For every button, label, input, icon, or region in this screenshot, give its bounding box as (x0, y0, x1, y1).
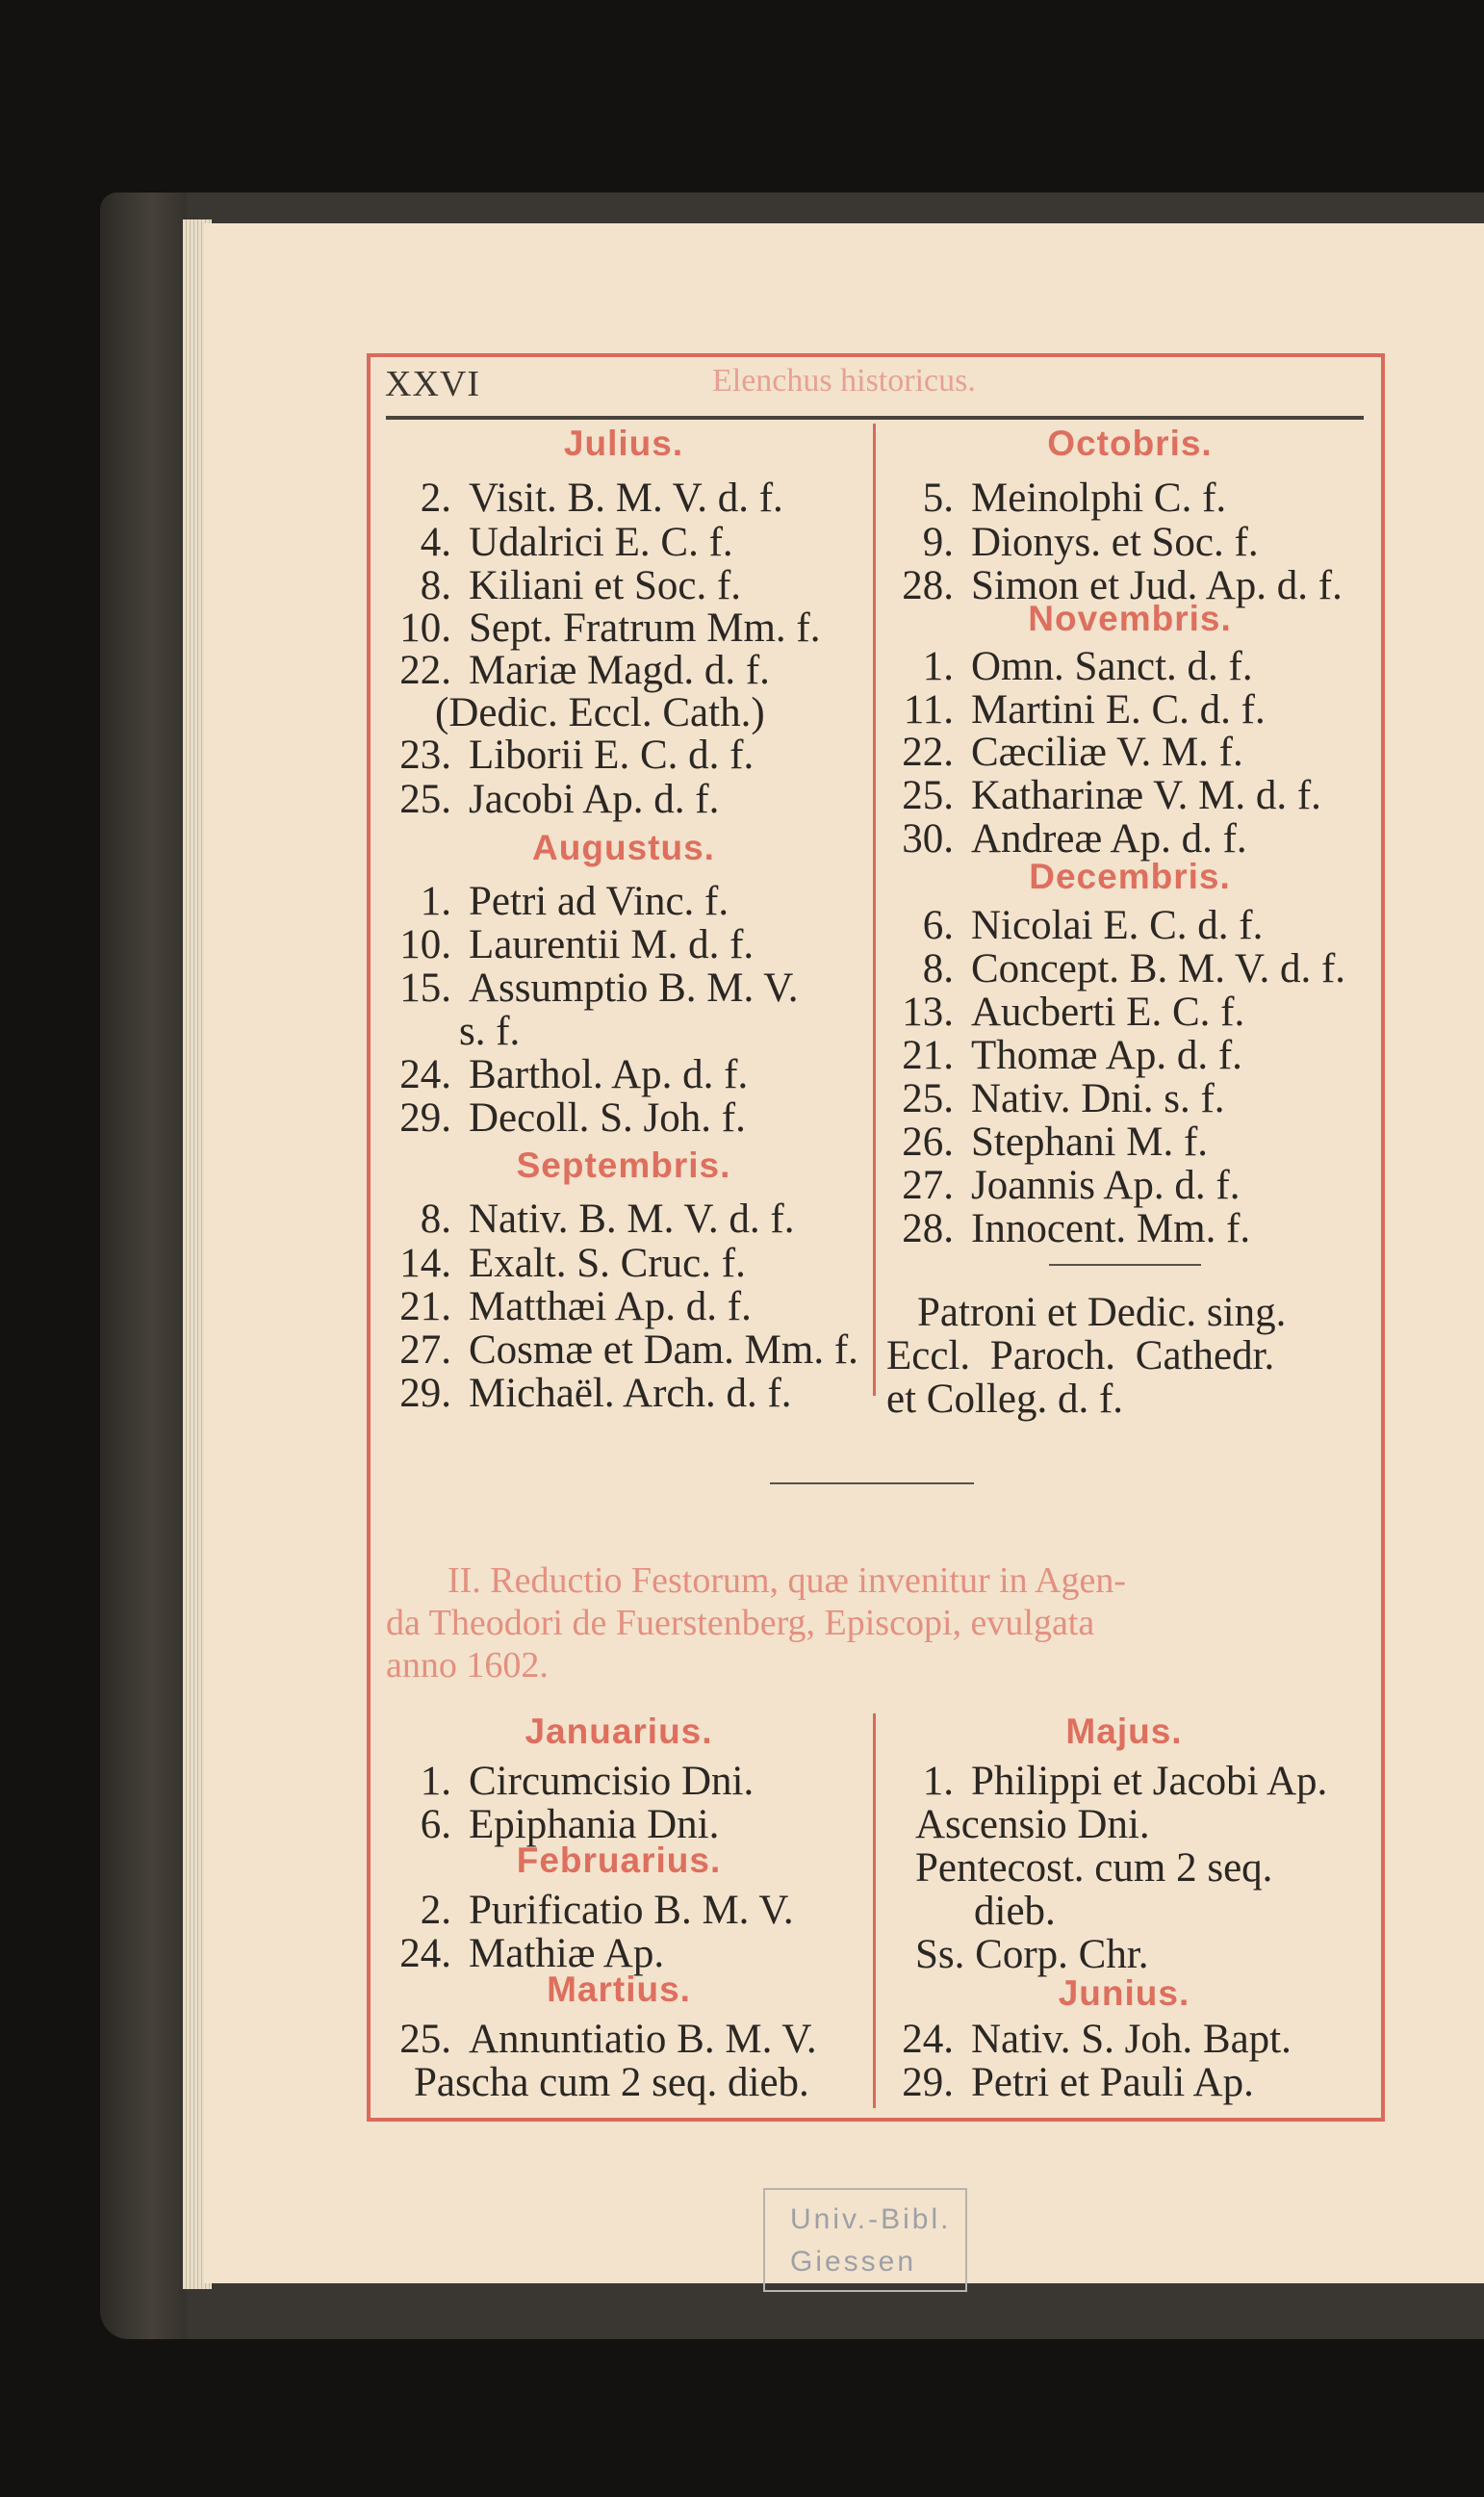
calendar-entry (380, 734, 754, 776)
entry-day-number: 1. (420, 879, 451, 924)
calendar-entry (435, 692, 765, 734)
calendar-entry (883, 1208, 1250, 1249)
entry-text: Nativ. S. Joh. Bapt. (971, 2017, 1292, 2062)
entry-text: Petri et Pauli Ap. (971, 2060, 1254, 2105)
entry-text: Nativ. Dni. s. f. (971, 1076, 1225, 1121)
calendar-entry (380, 1243, 746, 1284)
calendar-entry (380, 565, 741, 606)
entry-text: Udalrici E. C. f. (469, 520, 733, 565)
calendar-entry (380, 650, 770, 691)
entry-day-number: 6. (922, 903, 954, 948)
calendar-entry (380, 779, 719, 820)
entry-text: Ss. Corp. Chr. (915, 1932, 1149, 1977)
entry-day-number: 24. (399, 1052, 451, 1097)
entry-text: Assumptio B. M. V. (469, 965, 799, 1011)
entry-text: Petri ad Vinc. f. (469, 879, 729, 924)
calendar-entry (883, 732, 1243, 773)
entry-day-number: 24. (399, 1931, 451, 1976)
entry-text: s. f. (459, 1009, 521, 1054)
entry-text: Circumcisio Dni. (469, 1759, 755, 1804)
calendar-entry (380, 1054, 748, 1095)
month-heading: Julius. (563, 424, 684, 463)
calendar-entry (883, 1121, 1208, 1163)
book-spine-edge (100, 193, 187, 2339)
entry-day-number: 4. (420, 520, 451, 565)
section-two-line-2: da Theodori de Fuerstenberg, Episcopi, evulgata (386, 1603, 1095, 1643)
calendar-entry (883, 646, 1253, 687)
calendar-entry (915, 1804, 1150, 1845)
entry-day-number: 1. (922, 1759, 954, 1804)
entry-day-number: 6. (420, 1802, 451, 1847)
month-heading: Novembris. (1028, 599, 1232, 638)
calendar-entry (380, 1373, 792, 1414)
calendar-entry (915, 1847, 1272, 1889)
calendar-entry (883, 818, 1247, 860)
month-heading: Martius. (547, 1969, 691, 2009)
entry-day-number: 25. (902, 1076, 954, 1121)
calendar-entry (414, 2062, 809, 2103)
stamp-line-1: Univ.-Bibl. (790, 2203, 952, 2235)
entry-text: Joannis Ap. d. f. (971, 1163, 1241, 1208)
calendar-entry (883, 1035, 1242, 1076)
entry-text: Omn. Sanct. d. f. (971, 644, 1253, 689)
entry-text: dieb. (974, 1889, 1056, 1934)
month-heading: Junius. (1058, 1973, 1190, 2013)
entry-text: Exalt. S. Cruc. f. (469, 1241, 746, 1286)
entry-day-number: 21. (902, 1033, 954, 1078)
calendar-entry (883, 775, 1321, 816)
column-divider-top (873, 424, 876, 1396)
entry-day-number: 13. (902, 990, 954, 1035)
entry-text: Andreæ Ap. d. f. (971, 816, 1247, 862)
entry-text: (Dedic. Eccl. Cath.) (435, 690, 765, 735)
calendar-entry (883, 1078, 1225, 1120)
entry-text: Cæciliæ V. M. f. (971, 730, 1243, 775)
entry-day-number: 10. (399, 605, 451, 651)
entry-day-number: 8. (922, 946, 954, 991)
entry-text: Aucberti E. C. f. (971, 990, 1245, 1035)
running-title: Elenchus historicus. (712, 363, 976, 399)
calendar-entry (380, 924, 754, 965)
entry-text: Sept. Fratrum Mm. f. (469, 605, 821, 651)
calendar-entry (883, 2062, 1254, 2103)
calendar-entry (883, 689, 1266, 731)
entry-day-number: 25. (399, 777, 451, 822)
entry-day-number: 2. (420, 1888, 451, 1933)
entry-day-number: 22. (399, 648, 451, 693)
entry-day-number: 2. (420, 476, 451, 521)
entry-text: Dionys. et Soc. f. (971, 520, 1259, 565)
entry-text: Mariæ Magd. d. f. (469, 648, 770, 693)
calendar-entry (883, 905, 1263, 946)
month-heading: Decembris. (1029, 857, 1231, 896)
entry-day-number: 27. (902, 1163, 954, 1208)
entry-day-number: 5. (922, 476, 954, 521)
entry-day-number: 29. (399, 1371, 451, 1416)
calendar-entry (380, 1329, 858, 1371)
library-stamp (763, 2188, 967, 2292)
entry-text: Cosmæ et Dam. Mm. f. (469, 1327, 858, 1373)
entry-day-number: 27. (399, 1327, 451, 1373)
entry-text: Decoll. S. Joh. f. (469, 1095, 746, 1141)
entry-day-number: 30. (902, 816, 954, 862)
calendar-entry (883, 1761, 1327, 1802)
entry-text: Innocent. Mm. f. (971, 1206, 1251, 1251)
entry-text: Laurentii M. d. f. (469, 922, 755, 967)
section-rule (770, 1482, 974, 1484)
section-two-line-1: II. Reductio Festorum, quæ invenitur in Agen- (448, 1560, 1127, 1601)
entry-day-number: 8. (420, 1197, 451, 1242)
entry-text: Epiphania Dni. (469, 1802, 720, 1847)
calendar-entry (380, 1286, 752, 1327)
calendar-entry (883, 477, 1226, 519)
patroni-line-3: et Colleg. d. f. (886, 1377, 1124, 1422)
section-two-line-3: anno 1602. (386, 1645, 549, 1686)
entry-text: Barthol. Ap. d. f. (469, 1052, 749, 1097)
calendar-entry (883, 1165, 1241, 1206)
entry-day-number: 15. (399, 965, 451, 1011)
entry-day-number: 8. (420, 563, 451, 608)
entry-text: Kiliani et Soc. f. (469, 563, 742, 608)
entry-text: Katharinæ V. M. d. f. (971, 773, 1321, 818)
entry-day-number: 22. (902, 730, 954, 775)
entry-text: Simon et Jud. Ap. d. f. (971, 563, 1343, 608)
entry-text: Purificatio B. M. V. (469, 1888, 794, 1933)
calendar-entry (380, 1890, 794, 1931)
entry-text: Philippi et Jacobi Ap. (971, 1759, 1328, 1804)
patroni-line-2: Eccl. Paroch. Cathedr. (886, 1333, 1275, 1378)
entry-text: Pascha cum 2 seq. dieb. (414, 2060, 809, 2105)
month-heading: Februarius. (516, 1841, 722, 1880)
month-heading: Augustus. (532, 828, 715, 867)
entry-text: Meinolphi C. f. (971, 476, 1227, 521)
entry-text: Jacobi Ap. d. f. (469, 777, 720, 822)
short-rule (1049, 1264, 1201, 1266)
entry-day-number: 14. (399, 1241, 451, 1286)
calendar-entry (380, 1933, 664, 1974)
entry-text: Stephani M. f. (971, 1120, 1209, 1165)
entry-text: Matthæi Ap. d. f. (469, 1284, 752, 1329)
entry-text: Nicolai E. C. d. f. (971, 903, 1264, 948)
calendar-entry (380, 1097, 746, 1139)
calendar-entry (883, 2019, 1292, 2060)
calendar-entry (380, 2019, 817, 2060)
patroni-line-1: Patroni et Dedic. sing. (917, 1290, 1287, 1335)
entry-day-number: 21. (399, 1284, 451, 1329)
entry-text: Thomæ Ap. d. f. (971, 1033, 1242, 1078)
entry-day-number: 24. (902, 2017, 954, 2062)
calendar-entry (459, 1011, 520, 1052)
calendar-entry (380, 477, 783, 519)
entry-text: Liborii E. C. d. f. (469, 733, 755, 778)
calendar-entry (380, 881, 729, 922)
month-heading: Januarius. (525, 1712, 713, 1751)
section-two-heading (386, 1559, 1368, 1686)
entry-day-number: 25. (399, 2017, 451, 2062)
entry-text: Pentecost. cum 2 seq. (915, 1845, 1273, 1891)
calendar-entry (974, 1891, 1056, 1932)
entry-text: Concept. B. M. V. d. f. (971, 946, 1346, 991)
entry-text: Ascensio Dni. (915, 1802, 1150, 1847)
entry-day-number: 28. (902, 563, 954, 608)
calendar-entry (380, 1761, 754, 1802)
calendar-entry (380, 1198, 794, 1240)
calendar-entry (915, 1934, 1149, 1975)
entry-text: Mathiæ Ap. (469, 1931, 665, 1976)
calendar-entry (883, 991, 1244, 1033)
calendar-entry (883, 948, 1345, 990)
entry-text: Martini E. C. d. f. (971, 687, 1266, 733)
entry-day-number: 10. (399, 922, 451, 967)
entry-day-number: 1. (922, 644, 954, 689)
column-divider-bottom (873, 1713, 876, 2108)
page-number: XXVI (385, 364, 480, 404)
month-heading: Majus. (1065, 1712, 1183, 1751)
entry-text: Annuntiatio B. M. V. (469, 2017, 817, 2062)
entry-text: Visit. B. M. V. d. f. (469, 476, 783, 521)
calendar-entry (380, 1804, 719, 1845)
entry-day-number: 23. (399, 733, 451, 778)
calendar-entry (380, 522, 733, 563)
calendar-entry (380, 607, 820, 649)
entry-day-number: 9. (922, 520, 954, 565)
entry-day-number: 26. (902, 1120, 954, 1165)
calendar-entry (380, 967, 799, 1009)
stamp-line-2: Giessen (790, 2246, 917, 2278)
entry-day-number: 29. (902, 2060, 954, 2105)
entry-day-number: 11. (903, 687, 954, 733)
entry-day-number: 1. (420, 1759, 451, 1804)
entry-text: Nativ. B. M. V. d. f. (469, 1197, 795, 1242)
calendar-entry (883, 522, 1259, 563)
month-heading: Septembris. (516, 1146, 731, 1185)
entry-day-number: 25. (902, 773, 954, 818)
header-rule (386, 416, 1364, 420)
month-heading: Octobris. (1047, 424, 1213, 463)
entry-text: Michaël. Arch. d. f. (469, 1371, 792, 1416)
entry-day-number: 28. (902, 1206, 954, 1251)
entry-day-number: 29. (399, 1095, 451, 1141)
